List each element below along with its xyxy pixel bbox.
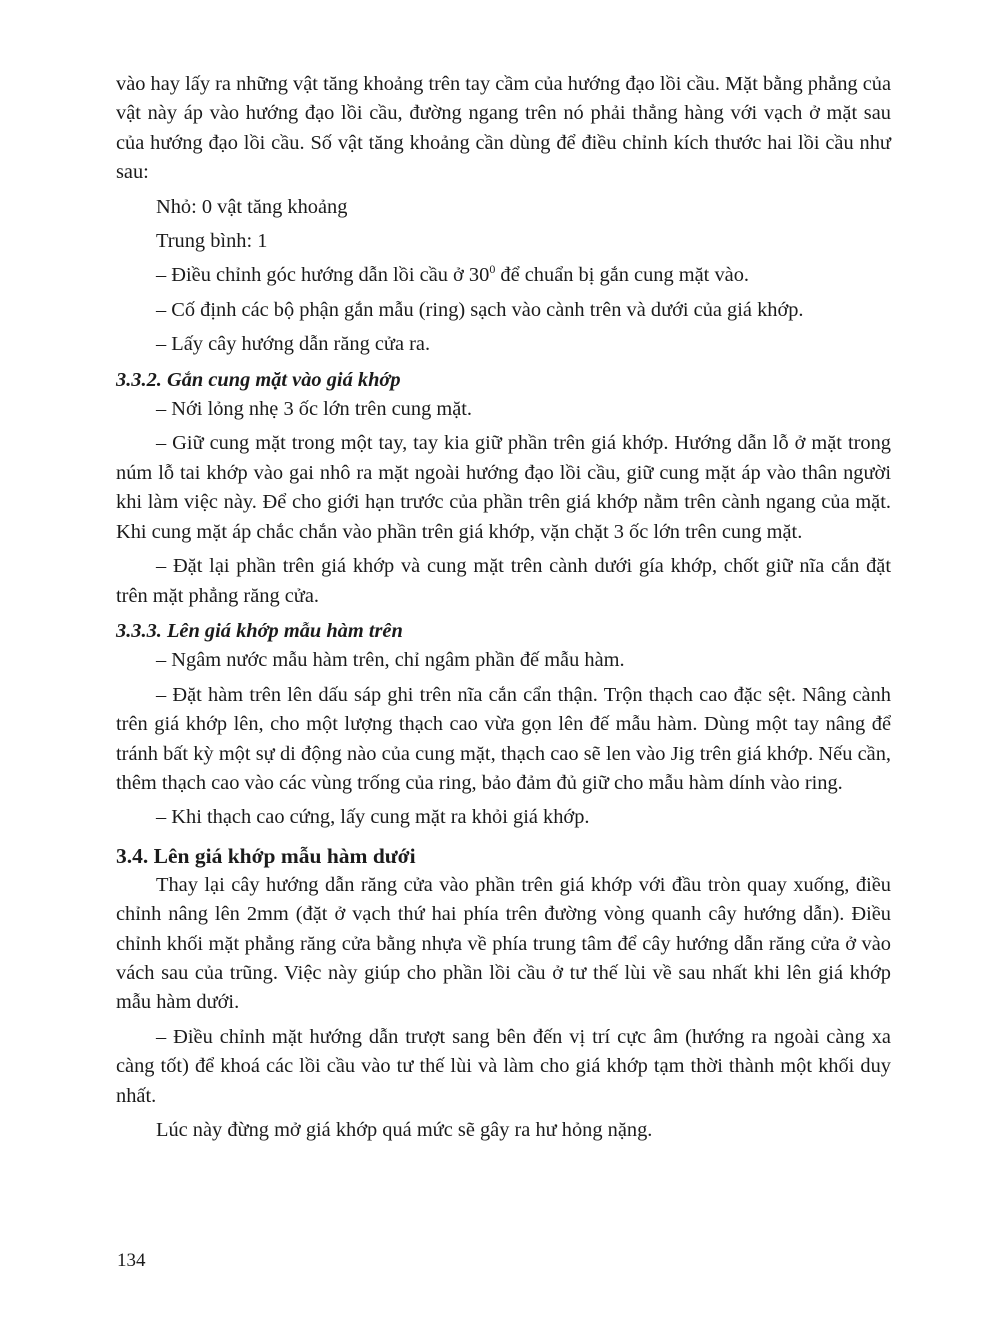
paragraph-small-size: Nhỏ: 0 vật tăng khoảng xyxy=(156,195,348,218)
paragraph-intro: vào hay lấy ra những vật tăng khoảng trên tay cầm của hướng đạo lồi cầu. Mặt bằng phẳng của vật này áp vào hướng đạo lồi cầu, đường ngang trên nó phải thẳng hàng với vạch ở mặt sau của hướng đạo lồi cầu. Số vật tăng khoảng cần dùng để điều chỉnh kích thước hai lồi cầu như sau: xyxy=(116,73,891,184)
page-body xyxy=(116,70,891,1145)
paragraph-warning: Lúc này đừng mở giá khớp quá mức sẽ gây ra hư hỏng nặng. xyxy=(156,1119,653,1141)
paragraph-replace-pin: Thay lại cây hướng dẫn răng cửa vào phần trên giá khớp với đầu tròn quay xuống, điều chỉnh nâng lên 2mm (đặt ở vạch thứ hai phía trên đường vòng quanh cây hướng dẫn). Điều chỉnh khối mặt phẳng răng cửa bằng nhựa về phía trung tâm để cây hướng dẫn răng cửa ở vào vách sau của trũng. Việc này giúp cho phần lồi cầu ở tư thế lùi về sau nhất khi lên giá khớp mẫu hàm dưới. xyxy=(116,873,891,1014)
paragraph-hold-facebow: – Giữ cung mặt trong một tay, tay kia giữ phần trên giá khớp. Hướng dẫn lỗ ở mặt trong núm lỗ tai khớp vào gai nhô ra mặt ngoài hướng đạo lồi cầu, giữ cung mặt áp vào thân người khi làm việc này. Để cho giới hạn trước của phần trên giá khớp nằm trên cành ngang của mặt. Khi cung mặt áp chắc chắn vào phần trên giá khớp, vặn chặt 3 ốc lớn trên cung mặt. xyxy=(116,432,891,543)
paragraph-adjust-angle xyxy=(116,261,891,290)
page-number: 134 xyxy=(117,1250,146,1271)
paragraph-side-shift: – Điều chỉnh mặt hướng dẫn trượt sang bên đến vị trí cực âm (hướng ra ngoài càng xa càng tốt) để khoá các lồi cầu vào tư thế lùi và làm cho giá khớp tạm thời thành một khối duy nhất. xyxy=(116,1025,891,1107)
paragraph-loosen-screws: – Nới lỏng nhẹ 3 ốc lớn trên cung mặt. xyxy=(156,398,473,421)
angle-text-pre: – Điều chỉnh góc hướng dẫn lồi cầu ở 30 xyxy=(156,264,490,287)
section-heading-3-3-2: 3.3.2. Gắn cung mặt vào giá khớp xyxy=(116,368,401,391)
paragraph-soak-cast: – Ngâm nước mẫu hàm trên, chỉ ngâm phần đế mẫu hàm. xyxy=(156,649,625,672)
paragraph-fix-rings: – Cố định các bộ phận gắn mẫu (ring) sạch vào cành trên và dưới của giá khớp. xyxy=(156,298,804,321)
paragraph-remove-facebow: – Khi thạch cao cứng, lấy cung mặt ra khỏi giá khớp. xyxy=(156,806,590,829)
paragraph-place-upper-cast: – Đặt hàm trên lên dấu sáp ghi trên nĩa cắn cẩn thận. Trộn thạch cao đặc sệt. Nâng cành trên giá khớp lên, cho một lượng thạch cao vừa gọn lên đế mẫu hàm. Dùng một tay nâng để tránh bất kỳ một sự di động nào của cung mặt, thạch cao sẽ len vào Jig trên giá khớp. Nếu cần, thêm thạch cao vào các vùng trống của ring, bảo đảm đủ giữ cho mẫu hàm dính vào ring. xyxy=(116,683,891,794)
angle-text-post: để chuẩn bị gắn cung mặt vào. xyxy=(495,264,749,287)
section-heading-3-4: 3.4. Lên giá khớp mẫu hàm dưới xyxy=(116,843,416,868)
degree-superscript: 0 xyxy=(489,262,496,277)
paragraph-medium-size: Trung bình: 1 xyxy=(156,230,268,253)
paragraph-remove-pin: – Lấy cây hướng dẫn răng cửa ra. xyxy=(156,333,431,356)
section-heading-3-3-3: 3.3.3. Lên giá khớp mẫu hàm trên xyxy=(116,619,403,642)
paragraph-reset-upper: – Đặt lại phần trên giá khớp và cung mặt trên cành dưới gía khớp, chốt giữ nĩa cắn đặt trên mặt phẳng răng cửa. xyxy=(116,555,891,607)
